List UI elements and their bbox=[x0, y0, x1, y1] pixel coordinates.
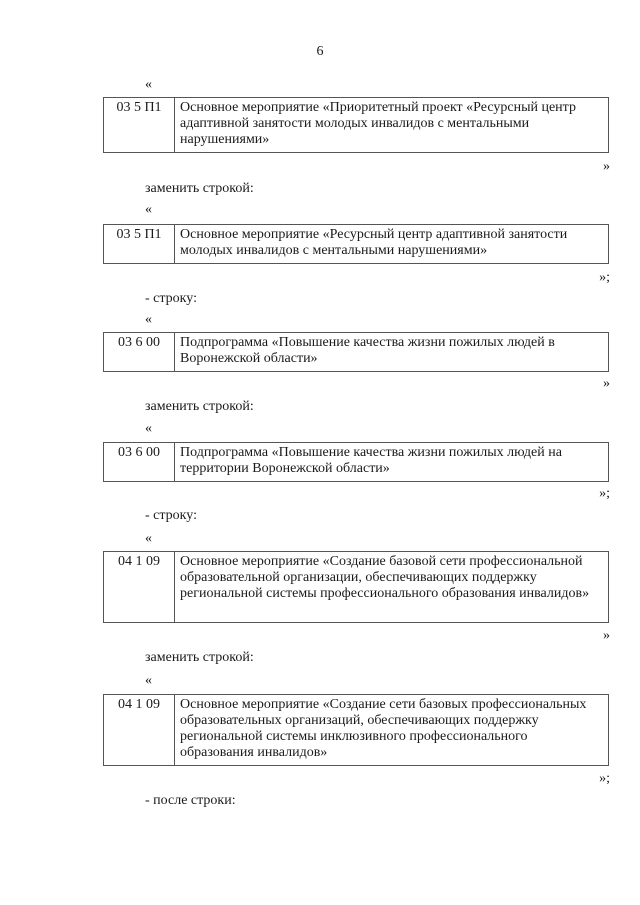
row-text: Основное мероприятие «Создание базовой сети профессиональной образовательной организации, обеспечивающих поддержку региональной системы профессионального образования инвалидов» bbox=[180, 554, 590, 601]
row-text: Основное мероприятие «Приоритетный проект «Ресурсный центр адаптивной занятости молодых инвалидов с ментальными нарушениями» bbox=[180, 100, 576, 147]
open-quote: « bbox=[145, 673, 152, 688]
row-code: 03 5 П1 bbox=[104, 225, 175, 263]
row-code: 04 1 09 bbox=[104, 552, 175, 622]
table-row bbox=[103, 224, 609, 264]
open-quote: « bbox=[145, 77, 152, 92]
close-quote: »; bbox=[599, 486, 610, 501]
open-quote: « bbox=[145, 312, 152, 327]
close-quote: »; bbox=[599, 270, 610, 285]
close-quote: »; bbox=[599, 771, 610, 786]
replace-with-line-text: заменить строкой: bbox=[145, 181, 254, 196]
replace-with-line-text: заменить строкой: bbox=[145, 399, 254, 414]
row-text: Подпрограмма «Повышение качества жизни пожилых людей на территории Воронежской области» bbox=[180, 445, 562, 476]
page-number: 6 bbox=[316, 44, 324, 59]
table-row bbox=[103, 442, 609, 482]
table-row bbox=[103, 551, 609, 623]
table-row bbox=[103, 332, 609, 372]
close-quote: » bbox=[603, 376, 610, 391]
close-quote: » bbox=[603, 159, 610, 174]
close-quote: » bbox=[603, 628, 610, 643]
row-code: 04 1 09 bbox=[104, 695, 175, 765]
open-quote: « bbox=[145, 531, 152, 546]
row-code: 03 6 00 bbox=[104, 333, 175, 371]
after-line-text: - после строки: bbox=[145, 793, 236, 808]
open-quote: « bbox=[145, 421, 152, 436]
table-row bbox=[103, 694, 609, 766]
row-text: Основное мероприятие «Ресурсный центр адаптивной занятости молодых инвалидов с ментальными нарушениями» bbox=[180, 227, 568, 258]
open-quote: « bbox=[145, 202, 152, 217]
line-dash-text: - строку: bbox=[145, 291, 197, 306]
row-code: 03 6 00 bbox=[104, 443, 175, 481]
replace-with-line-text: заменить строкой: bbox=[145, 650, 254, 665]
table-row bbox=[103, 97, 609, 153]
row-code: 03 5 П1 bbox=[104, 98, 175, 152]
line-dash-text: - строку: bbox=[145, 508, 197, 523]
row-text: Основное мероприятие «Создание сети базовых профессиональных образовательных организаций, обеспечивающих поддержку региональной системы инклюзивного профессионального образования инвалидов» bbox=[180, 697, 587, 760]
row-text: Подпрограмма «Повышение качества жизни пожилых людей в Воронежской области» bbox=[180, 335, 555, 366]
